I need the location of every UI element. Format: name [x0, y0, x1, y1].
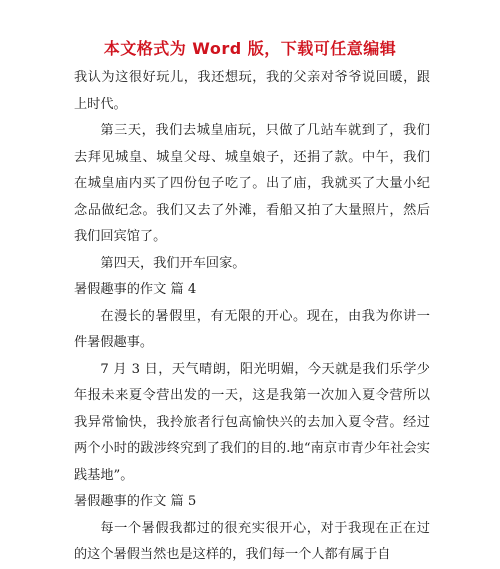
paragraph-5: 7 月 3 日，天气晴朗，阳光明媚，今天就是我们乐学少年报未来夏令营出发的一天，这是我第一次加入夏令营所以我异常愉快，我拎旅者行包高愉快兴的去加入夏令营。经过两个小时的跋涉终究到了我们的目的.地“南京市青少年社会实践基地”。 — [74, 361, 430, 483]
paragraph-4: 在漫长的暑假里，有无限的开心。现在，由我为你讲一件暑假趣事。 — [74, 308, 430, 350]
paragraph-1: 我认为这很好玩儿，我还想玩，我的父亲对爷爷说回暖，跟上时代。 — [74, 70, 430, 112]
document-body — [74, 65, 430, 569]
paragraph-6: 每一个暑假我都过的很充实很开心，对于我现在正在过的这个暑假当然也是这样的，我们每一个人都有属于自 — [74, 520, 430, 562]
document-banner: 本文格式为 Word 版，下载可任意编辑 — [103, 39, 397, 58]
section-heading-5: 暑假趣事的作文 篇 5 — [74, 494, 197, 509]
paragraph-2: 第三天，我们去城皇庙玩，只做了几站车就到了，我们去拜见城皇、城皇父母、城皇娘子，还捐了款。中午，我们在城皇庙内买了四份包子吃了。出了庙，我就买了大量小纪念品做纪念。我们又去了外滩，看船又拍了大量照片，然后我们回宾馆了。 — [74, 123, 430, 244]
section-heading-4: 暑假趣事的作文 篇 4 — [74, 282, 197, 297]
paragraph-3: 第四天，我们开车回家。 — [100, 255, 246, 271]
